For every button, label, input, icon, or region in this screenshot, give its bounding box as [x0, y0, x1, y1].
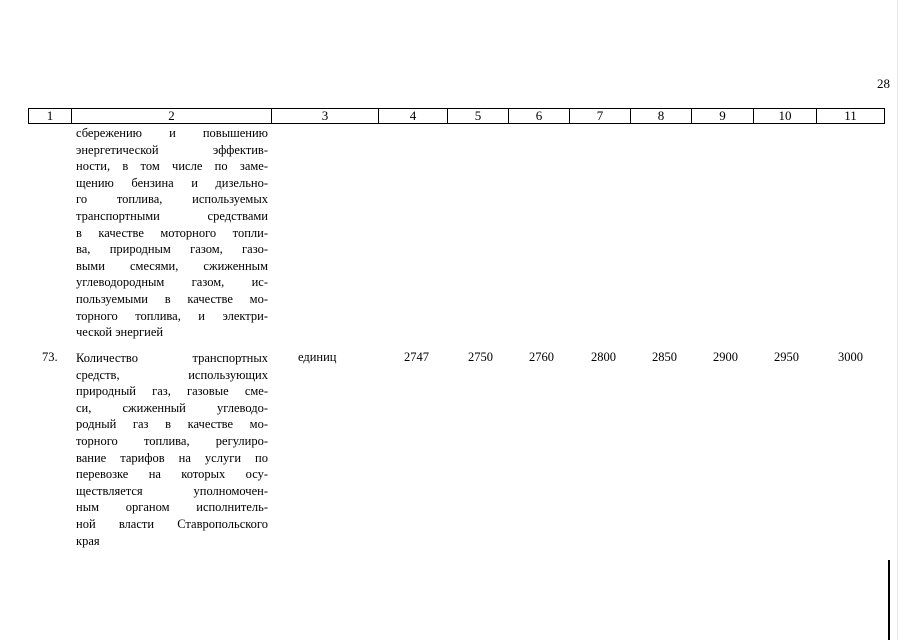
- row-73-value-col-5: 2750: [468, 350, 493, 364]
- text-line: ческой энергией: [76, 325, 164, 340]
- table-header-row: [28, 108, 885, 124]
- text-line: щению бензина и дизельно-: [76, 175, 268, 190]
- row-73-number: 73.: [42, 350, 58, 364]
- header-col-5: 5: [448, 109, 509, 123]
- text-line: перевозке на которых осу-: [76, 467, 268, 482]
- header-col-2: 2: [72, 109, 272, 123]
- text-line: сбережению и повышению: [76, 126, 268, 140]
- continuation-description: [76, 125, 268, 341]
- header-col-9: 9: [692, 109, 754, 123]
- text-line: транспортными средствами: [76, 208, 268, 223]
- row-73-value-col-6: 2760: [529, 350, 554, 364]
- text-line: углеводородным газом, ис-: [76, 275, 268, 290]
- text-line: ности, в том числе по заме-: [76, 159, 268, 174]
- row-73-value-col-4: 2747: [404, 350, 429, 364]
- row-73-value-col-10: 2950: [774, 350, 799, 364]
- text-line: пользуемыми в качестве мо-: [76, 291, 268, 306]
- text-line: торного топлива, регулиро-: [76, 433, 268, 448]
- header-col-4: 4: [379, 109, 448, 123]
- scan-edge-line: [888, 560, 890, 640]
- row-73-value-col-9: 2900: [713, 350, 738, 364]
- header-col-8: 8: [631, 109, 692, 123]
- header-col-10: 10: [754, 109, 817, 123]
- text-line: родный газ в качестве мо-: [76, 417, 268, 432]
- header-col-1: 1: [29, 109, 72, 123]
- text-line: ным органом исполнитель-: [76, 500, 268, 515]
- text-line: в качестве моторного топли-: [76, 225, 268, 240]
- text-line: ной власти Ставропольского: [76, 516, 268, 531]
- scan-edge-faint: [897, 0, 898, 640]
- header-col-3: 3: [272, 109, 379, 123]
- text-line: го топлива, используемых: [76, 192, 268, 207]
- text-line: природный газ, газовые сме-: [76, 384, 268, 399]
- text-line: ва, природным газом, газо-: [76, 242, 268, 257]
- text-line: вание тарифов на услуги по: [76, 450, 268, 465]
- row-73-value-col-8: 2850: [652, 350, 677, 364]
- row-73-unit: единиц: [298, 350, 337, 364]
- header-col-7: 7: [570, 109, 631, 123]
- text-line: средств, использующих: [76, 367, 268, 382]
- text-line: си, сжиженный углеводо-: [76, 400, 268, 415]
- row-73-value-col-7: 2800: [591, 350, 616, 364]
- text-line: торного топлива, и электри-: [76, 308, 268, 323]
- text-line: края: [76, 533, 100, 548]
- row-73-description: [76, 350, 268, 549]
- page-number: 28: [877, 76, 890, 91]
- row-73-value-col-11: 3000: [838, 350, 863, 364]
- text-line: ществляется уполномочен-: [76, 483, 268, 498]
- text-line: энергетической эффектив-: [76, 142, 268, 157]
- header-col-6: 6: [509, 109, 570, 123]
- text-line: выми смесями, сжиженным: [76, 258, 268, 273]
- text-line: Количество транспортных: [76, 351, 268, 365]
- header-col-11: 11: [844, 108, 857, 123]
